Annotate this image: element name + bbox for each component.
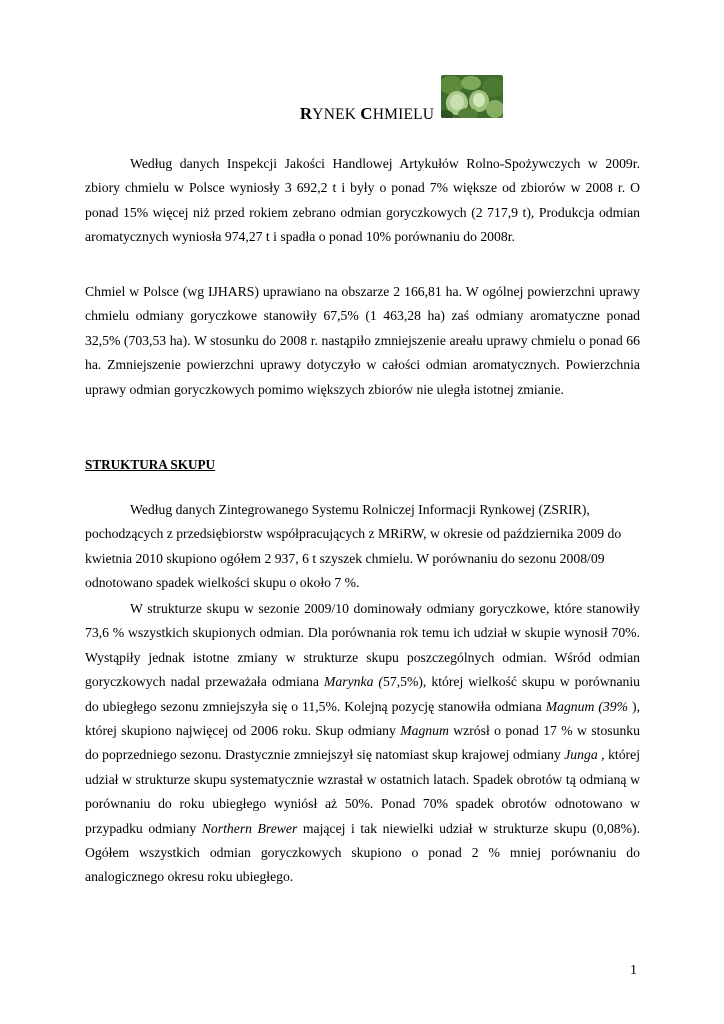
paragraph-purchase-text: Według danych Zintegrowanego Systemu Rolniczej Informacji Rynkowej (ZSRIR), pochodzących z przedsiębiorstw współpracujących z MRiRW, w okresie od października 2009 do kwietnia 2010 skupiono ogółem 2 937, 6 t szyszek chmielu. W porównaniu do sezonu 2008/09 odnotowano spadek wielkości skupu o około 7 %. bbox=[85, 502, 622, 591]
variety-magnum: Magnum (39% bbox=[545, 698, 633, 714]
text-segment: W strukturze skupu w sezonie 2009/10 dominowały odmiany goryczkowe, które stanowiły 73,6 % wszystkich skupionych odmian. Dla porównania rok temu ich udział w skupie wynosił 70%. Wystąpiły jednak istotne zmiany w strukturze skupu poszczególnych odmian. Wśród odmian goryczkowych nadal przeważała odmiana bbox=[85, 601, 640, 690]
text-segment: mającej i tak niewielki udział w strukturze skupu (0,08%). Ogółem wszystkich odmian goryczkowych skupiono o ponad 2 % mniej porównaniu do analogicznego okresu roku ubiegłego. bbox=[85, 820, 641, 885]
section-heading-text: STRUKTURA SKUPU bbox=[85, 457, 216, 472]
variety-magnum-2: Magnum bbox=[400, 723, 449, 739]
paragraph-harvest bbox=[85, 152, 640, 250]
paragraph-area-text: Chmiel w Polsce (wg IJHARS) uprawiano na obszarze 2 166,81 ha. W ogólnej powierzchni uprawy chmielu odmiany goryczkowe stanowiły 67,5% (1 463,28 ha) zaś odmiany aromatyczne ponad 32,5% (703,53 ha). W stosunku do 2008 r. nastąpiło zmniejszenie areału uprawy chmielu o ponad 66 ha. Zmniejszenie powierzchni uprawy dotyczyło w całości odmian aromatycznych. Powierzchnia uprawy odmian goryczkowych pomimo większych zbiorów nie uległa istotnej zmianie. bbox=[85, 284, 640, 397]
title-initial-r: R bbox=[299, 104, 313, 123]
paragraph-harvest-text: Według danych Inspekcji Jakości Handlowej Artykułów Rolno-Spożywczych w 2009r. zbiory chmielu w Polsce wyniosły 3 692,2 t i były o ponad 7% większe od zbiorów w 2008 r. O ponad 15% więcej niż przed rokiem zebrano odmian goryczkowych (2 717,9 t), Produkcja odmian aromatycznych wyniosła 974,27 t i spadła o ponad 10% porównaniu do 2008r. bbox=[85, 156, 640, 245]
paragraph-structure-text bbox=[85, 597, 640, 890]
paragraph-purchase bbox=[85, 498, 640, 596]
text-segment: ), której skupiono najwięcej od 2006 roku. Skup odmiany bbox=[85, 698, 640, 739]
text-segment: , której udział w strukturze skupu systematycznie wzrastał w ostatnich latach. Spadek obrotów tą odmianą w porównaniu do roku ubiegłego wyniósł aż 50%. Ponad 70% spadek obrotów odnotowano w przypadku odmiany bbox=[85, 747, 640, 836]
variety-marynka: Marynka ( bbox=[324, 674, 383, 690]
variety-junga: Junga bbox=[564, 747, 598, 763]
title-part-1: YNEK bbox=[312, 106, 361, 123]
section-heading bbox=[85, 456, 640, 474]
text-segment: 57,5%), której wielkość skupu w porównaniu do ubiegłego sezonu zmniejszyła się o 11,5%. Kolejną pozycję stanowiła odmiana bbox=[85, 674, 641, 714]
page-number: 1 bbox=[630, 963, 637, 978]
title-initial-c: C bbox=[360, 104, 373, 123]
paragraph-structure bbox=[85, 597, 640, 890]
text-segment: wzrósł o ponad 17 % w stosunku do poprzedniego sezonu. Drastycznie zmniejszył się natomiast skup krajowej odmiany bbox=[85, 723, 640, 763]
title-part-2: HMIELU bbox=[372, 106, 435, 123]
page-title bbox=[0, 104, 724, 124]
variety-northern-brewer: Northern Brewer bbox=[201, 820, 298, 836]
paragraph-area bbox=[85, 280, 640, 402]
